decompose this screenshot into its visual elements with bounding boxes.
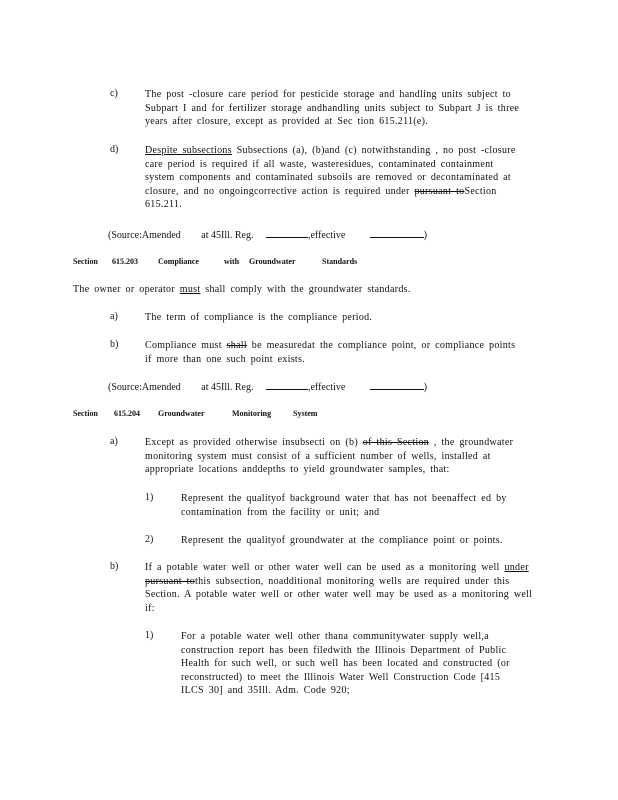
deleted-text: of this Section [362,437,430,448]
text-line: if more than one such point exists. [145,353,305,365]
item-label-a: a) [110,311,118,322]
text-line: years after closure, except as provided at Sec tion 615.211(e). [145,116,429,127]
item-label-a: a) [110,436,118,447]
text-line: Compliance must shall be measuredat the compliance point, or compliance points [145,340,516,351]
deleted-text: pursuant to [414,185,465,197]
item-label-1: 1) [145,630,154,641]
item-label-1: 1) [145,492,154,503]
paragraph-204-b-1 [181,630,541,698]
paragraph-d [145,144,537,212]
item-label-c: c) [110,88,118,99]
text-line: reconstructed) to meet the Illinois Water Well Construction Code [415 [181,671,501,683]
deleted-text: pursuant to [145,575,196,587]
section-heading-615-203: Section 615.203 Compliance with Groundwater Standards [73,257,358,266]
text-line: contamination from the facility or unit; and [181,506,380,518]
text-line: Section. A potable water well or other water well may be used as a monitoring well [145,589,533,600]
source-note-1: (Source:Amended at 45Ill. Reg. ,effective ) [108,230,428,241]
text-line: For a potable water well other thana communitywater supply well,a [181,631,489,642]
blank-line [370,228,424,238]
paragraph-204-a-2: Represent the qualityof groundwater at the compliance point or points. [181,535,503,546]
section-heading-615-204: Section 615.204 Groundwater Monitoring System [73,409,318,418]
blank-line [370,380,424,390]
item-label-b: b) [110,339,119,350]
text-line: monitoring system must consist of a sufficient number of wells, installed at [145,450,491,462]
item-label-b: b) [110,561,119,572]
inserted-text: must [179,284,201,295]
inserted-text: under [504,562,529,573]
text-line: 615.211. [145,199,183,210]
source-note-2: (Source:Amended at 45Ill. Reg. ,effective ) [108,382,428,393]
paragraph-203-a: The term of compliance is the compliance period. [145,312,373,323]
paragraph-204-b [145,561,545,615]
paragraph-204-a [145,436,537,477]
inserted-text: Despite subsections [145,145,232,156]
paragraph-c [145,88,535,129]
text-line: If a potable water well or other water well can be used as a monitoring well under [145,562,529,573]
section-203-intro: The owner or operator must shall comply with the groundwater standards. [73,284,411,295]
text-line: construction report has been filedwith the Illinois Department of Public [181,644,507,656]
text-line: Represent the qualityof background water that has not beenaffect ed by [181,493,507,504]
paragraph-203-b [145,339,537,366]
text-line: appropriate locations anddepths to yield groundwater samples, that: [145,464,450,475]
paragraph-204-a-1 [181,492,541,519]
deleted-text: shall [226,340,247,351]
text-line: system components and contaminated subsoils are removed or decontaminated at [145,172,511,183]
text-line: Subpart I and for fertilizer storage andhandling units subject to Subpart J is three [145,102,520,114]
item-label-d: d) [110,144,119,155]
text-line: ILCS 30] and 35Ill. Adm. Code 920; [181,685,350,696]
text-line: Health for such well, or such well has been located and constructed (or [181,658,510,669]
text-line: Despite subsections Subsections (a), (b)and (c) notwithstanding , no post -closure [145,145,516,156]
text-line: closure, and no ongoingcorrective action is required under pursuant toSection [145,185,497,197]
text-line: if: [145,602,155,614]
item-label-2: 2) [145,534,154,545]
text-line: pursuant tothis subsection, noadditional monitoring wells are required under this [145,575,510,587]
text-line: Except as provided otherwise insubsecti on (b) of this Section , the groundwater [145,437,514,448]
blank-line [266,228,308,238]
blank-line [266,380,308,390]
text-line: care period is required if all waste, wasteresidues, contaminated containment [145,158,494,170]
text-line: The post -closure care period for pesticide storage and handling units subject to [145,89,511,100]
